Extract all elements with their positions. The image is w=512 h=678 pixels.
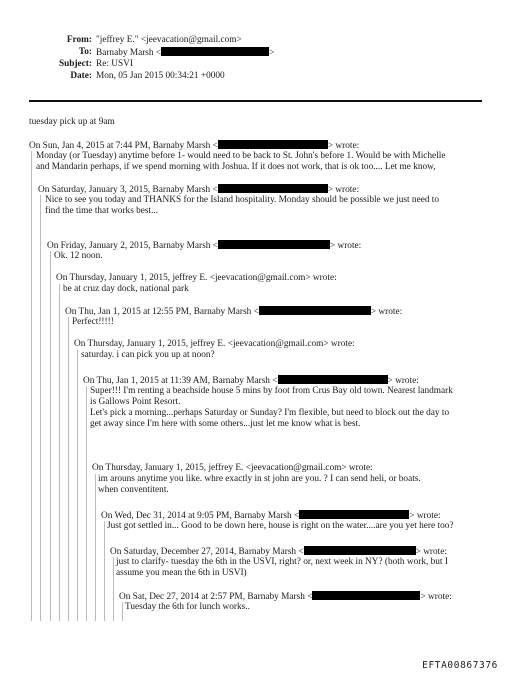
quote-line: Monday (or Tuesday) anytime before 1- would need to be back to St. John's before 1. Would be with Michelle bbox=[36, 151, 446, 161]
from-value: "jeffrey E." <jeevacation@gmail.com> bbox=[96, 35, 242, 45]
quote-line: im arouns anytime you like. whre exactly in st john are you. ? I can send heli, or boats. bbox=[98, 474, 421, 484]
quote-attribution: On Thu, Jan 1, 2015 at 11:39 AM, Barnaby Marsh < > wrote: bbox=[83, 376, 419, 386]
quote-attribution: On Saturday, January 3, 2015, Barnaby Marsh < > wrote: bbox=[38, 185, 360, 195]
quote-bar bbox=[122, 602, 123, 621]
quote-line: find the time that works best... bbox=[45, 206, 159, 216]
date-value: Mon, 05 Jan 2015 00:34:21 +0000 bbox=[96, 71, 225, 81]
quote-bar bbox=[104, 521, 105, 621]
quote-bar bbox=[40, 195, 41, 621]
quote-line: Tuesday the 6th for lunch works.. bbox=[125, 602, 250, 612]
quote-line: Just got settled in... Good to be down here, house is right on the water....are you yet here too? bbox=[107, 521, 454, 531]
quote-attribution: On Sat, Dec 27, 2014 at 2:57 PM, Barnaby Marsh < > wrote: bbox=[119, 592, 452, 602]
quote-line: is Gallows Point Resort. bbox=[90, 397, 181, 407]
quote-line: get away since I'm here with some others...just let me know what is best. bbox=[90, 419, 361, 429]
redaction-box bbox=[161, 47, 269, 56]
quote-line: assume you mean the 6th in USVI) bbox=[116, 568, 247, 578]
bates-stamp: EFTA00867376 bbox=[422, 660, 498, 671]
quote-bar bbox=[68, 317, 69, 621]
quote-attribution: On Thursday, January 1, 2015, jeffrey E. <jeevacation@gmail.com> wrote: bbox=[92, 463, 373, 473]
quote-bar bbox=[113, 557, 114, 621]
quote-bar bbox=[31, 151, 32, 621]
quote-line: Ok. 12 noon. bbox=[54, 251, 103, 261]
to-label: To: bbox=[78, 47, 92, 57]
quote-attribution: On Wed, Dec 31, 2014 at 9:05 PM, Barnaby Marsh < > wrote: bbox=[101, 511, 441, 521]
quote-line: be at cruz day dock, national park bbox=[63, 284, 189, 294]
redaction-box bbox=[299, 510, 409, 519]
date-label: Date: bbox=[70, 71, 92, 81]
to-tail: > bbox=[269, 48, 275, 58]
quote-line: Super!!! I'm renting a beachside house 5 mins by foot from Crus Bay old town. Nearest landmark bbox=[90, 386, 453, 396]
quote-line: saturday. i can pick you up at noon? bbox=[81, 350, 215, 360]
redaction-box bbox=[259, 306, 371, 315]
quote-line: Nice to see you today and THANKS for the Island hospitality. Monday should be possible we just need to bbox=[45, 195, 440, 205]
quote-line: Perfect!!!!! bbox=[72, 317, 114, 327]
to-value: Barnaby Marsh < bbox=[96, 48, 162, 58]
redaction-box bbox=[218, 240, 330, 249]
quote-attribution: On Thursday, January 1, 2015, jeffrey E. <jeevacation@gmail.com> wrote: bbox=[74, 339, 355, 349]
quote-line: just to clarify- tuesday the 6th in the USVI, right? or, next week in NY? (both work, but I bbox=[116, 557, 448, 567]
subject-value: Re: USVI bbox=[96, 59, 133, 69]
quote-bar bbox=[59, 284, 60, 621]
quote-attribution: On Friday, January 2, 2015, Barnaby Marsh < > wrote: bbox=[47, 241, 362, 251]
quote-bar bbox=[95, 474, 96, 621]
redaction-box bbox=[218, 140, 328, 149]
header-divider bbox=[29, 100, 482, 102]
quote-attribution: On Sun, Jan 4, 2015 at 7:44 PM, Barnaby Marsh < > wrote: bbox=[29, 141, 360, 151]
quote-bar bbox=[86, 386, 87, 621]
quote-attribution: On Thu, Jan 1, 2015 at 12:55 PM, Barnaby Marsh < > wrote: bbox=[65, 307, 403, 317]
redaction-box bbox=[312, 591, 420, 600]
quote-bar bbox=[77, 350, 78, 621]
quote-bar bbox=[50, 251, 51, 621]
redaction-box bbox=[278, 375, 388, 384]
subject-label: Subject: bbox=[58, 59, 92, 69]
quote-line: and Mandarin perhaps, if we spend morning with Joshua. If it does not work, that is ok too.... Let me know, bbox=[36, 162, 436, 172]
redaction-box bbox=[304, 546, 416, 555]
quote-attribution: On Saturday, December 27, 2014, Barnaby Marsh < > wrote: bbox=[110, 547, 447, 557]
top-message: tuesday pick up at 9am bbox=[29, 117, 115, 127]
quote-line: when conventitent. bbox=[98, 485, 169, 495]
quote-attribution: On Thursday, January 1, 2015, jeffrey E. <jeevacation@gmail.com> wrote: bbox=[56, 273, 337, 283]
quote-line: Let's pick a morning...perhaps Saturday or Sunday? I'm flexible, but need to block out the day to bbox=[90, 408, 450, 418]
from-label: From: bbox=[66, 35, 92, 45]
redaction-box bbox=[218, 184, 328, 193]
